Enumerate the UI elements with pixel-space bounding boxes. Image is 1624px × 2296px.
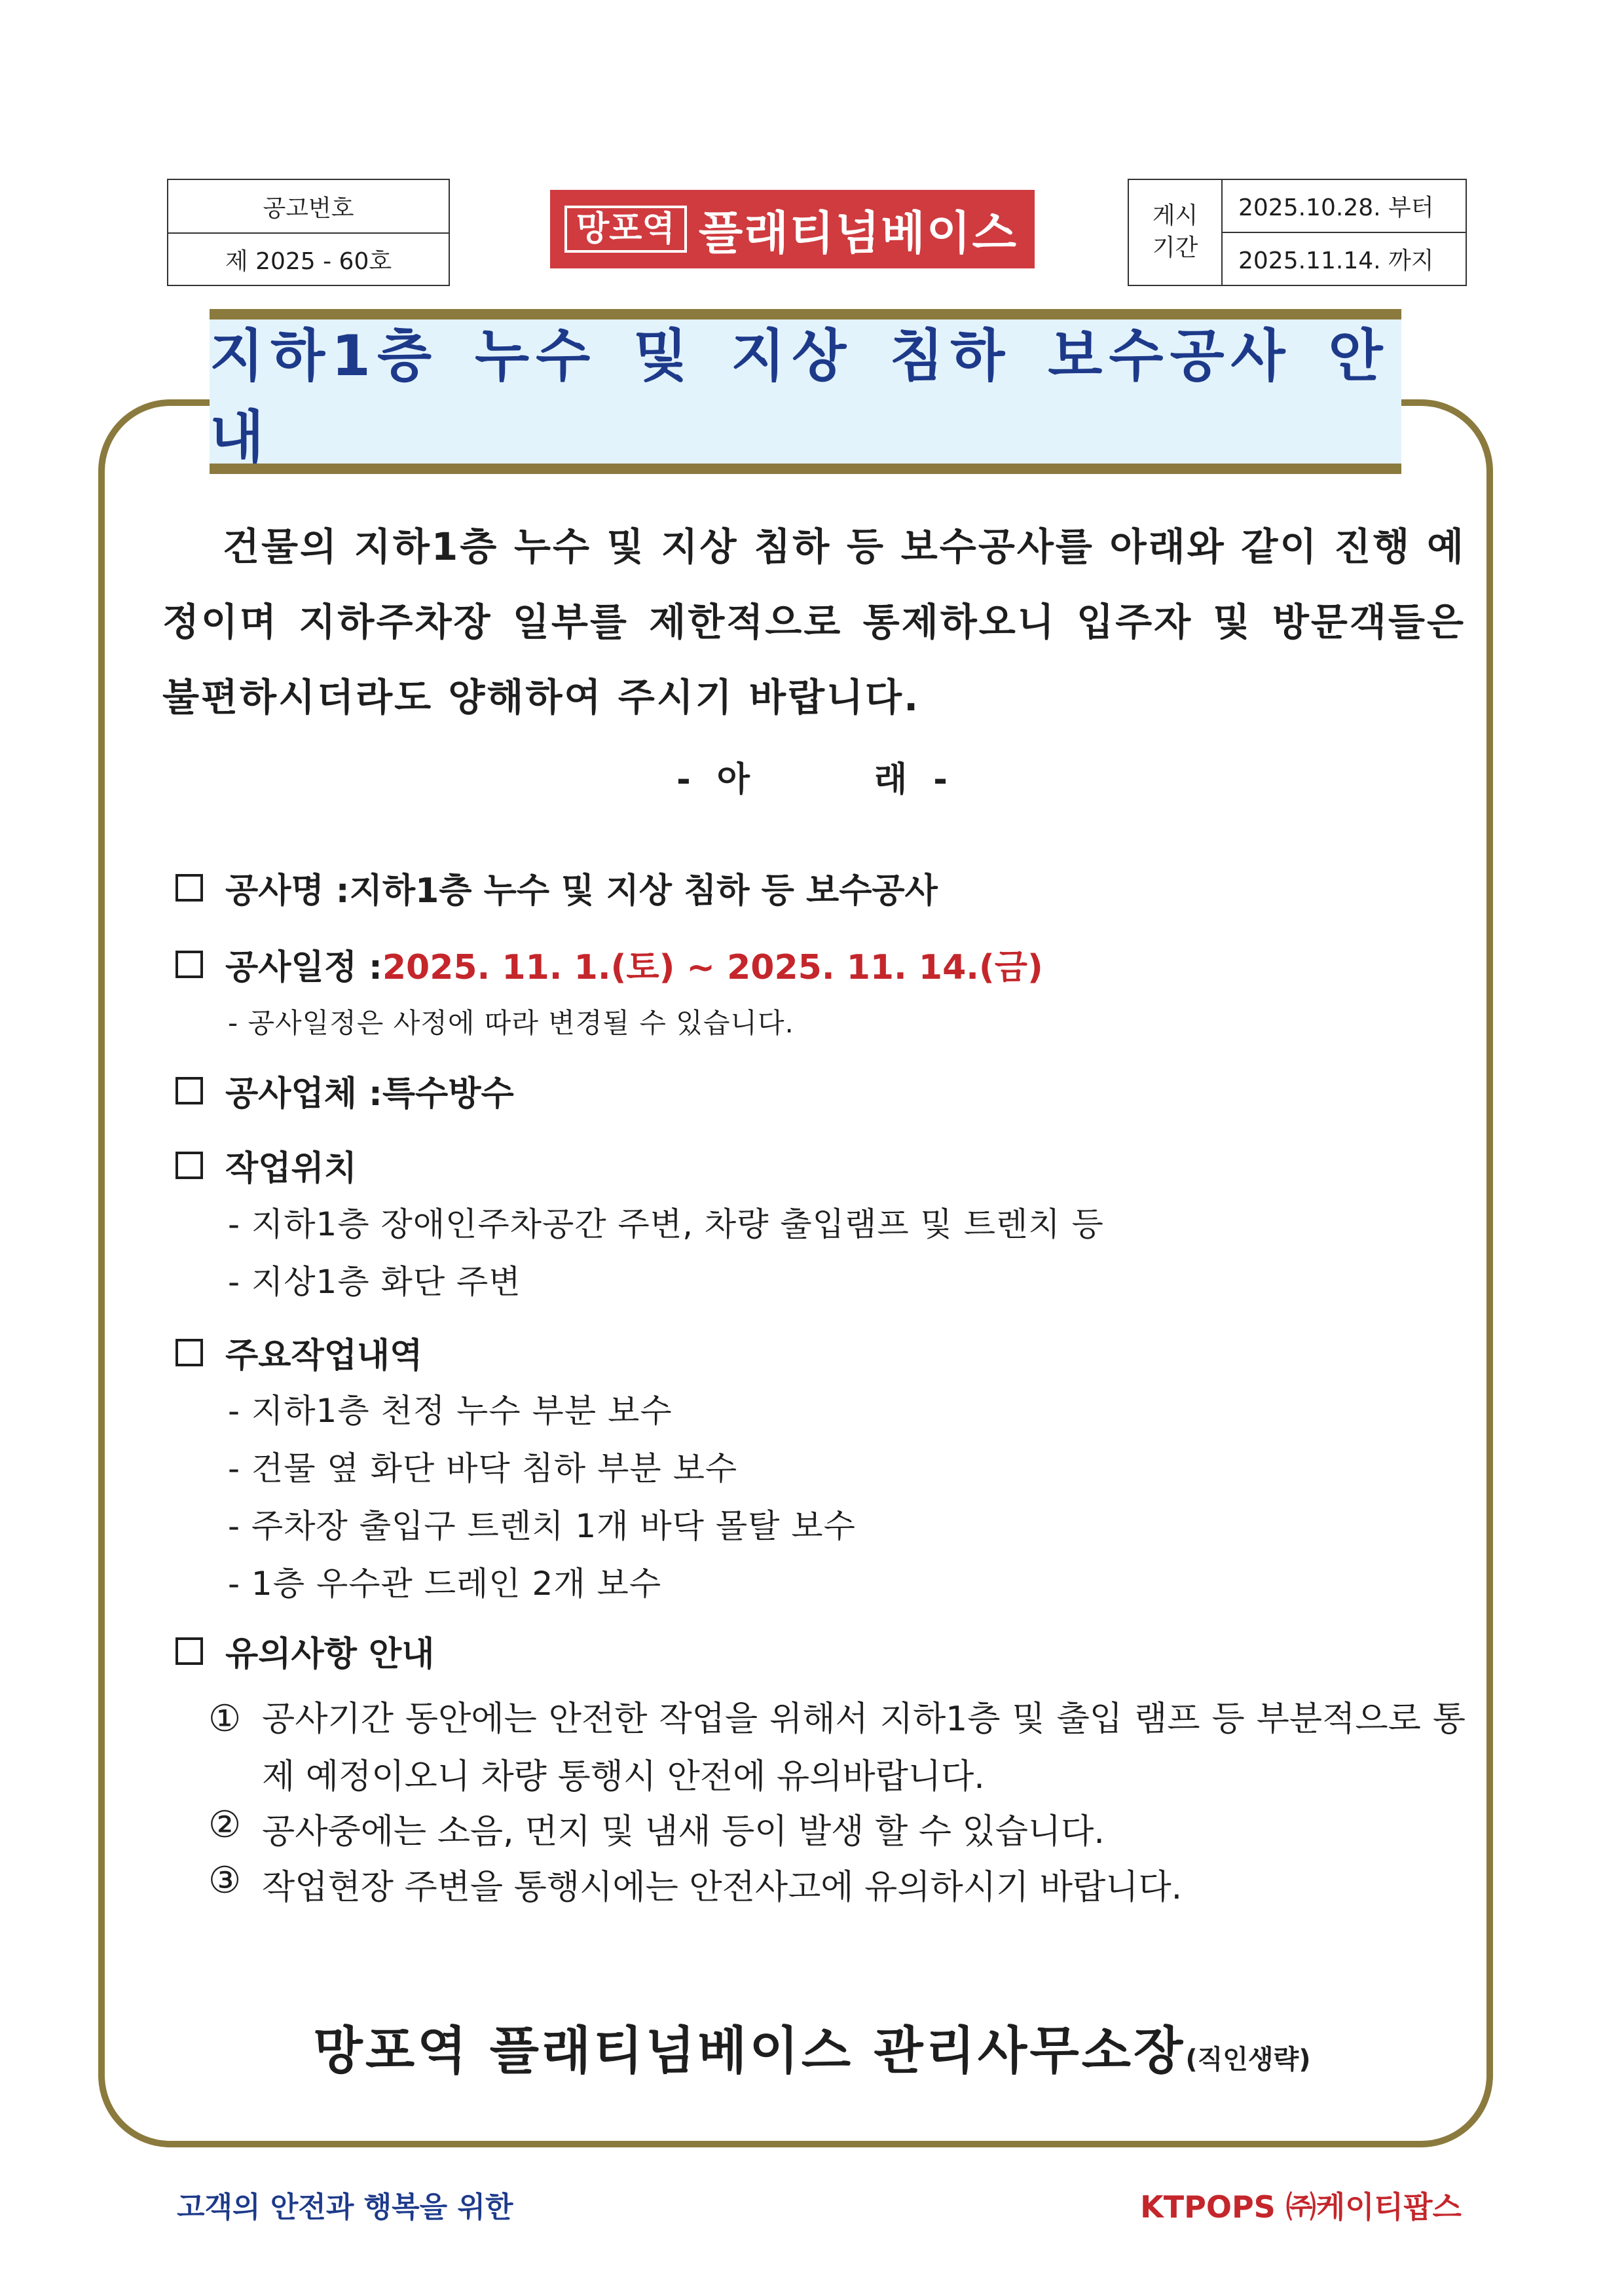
posting-period-from: 2025.10.28. 부터 — [1238, 194, 1434, 221]
posting-period-values — [1223, 180, 1466, 285]
brand-logo — [550, 190, 1035, 268]
caution-item — [208, 1690, 1466, 1806]
seal-omitted-note: (직인생략) — [1185, 2045, 1311, 2075]
checkbox-square-icon — [175, 874, 203, 902]
posting-period-to: 2025.11.14. 까지 — [1223, 232, 1466, 285]
checkbox-square-icon — [175, 1339, 203, 1366]
checkbox-square-icon — [175, 951, 203, 978]
below-heading-dash-right: - — [933, 760, 948, 799]
section-name — [175, 863, 938, 912]
footer-slogan: 고객의 안전과 행복을 위한 — [177, 2191, 513, 2224]
below-heading-dash-left: - — [676, 760, 691, 799]
section-caution-label: 유의사항 안내 — [225, 1635, 435, 1674]
posting-period-table — [1128, 179, 1467, 286]
caution-item — [208, 1804, 1105, 1853]
checkbox-square-icon — [175, 1077, 203, 1104]
section-contractor — [175, 1066, 514, 1115]
signature-line — [0, 2010, 1624, 2083]
section-schedule-label: 공사일정 : — [225, 948, 382, 987]
notice-number-table — [167, 179, 450, 286]
caution-number: ③ — [208, 1859, 242, 1902]
section-location — [175, 1140, 357, 1190]
notice-number-label: 공고번호 — [263, 194, 354, 222]
caution-number: ② — [208, 1804, 242, 1846]
work-item: - 1층 우수관 드레인 2개 보수 — [228, 1565, 662, 1603]
logo-station-name: 망포역 — [564, 206, 687, 253]
checkbox-square-icon — [175, 1637, 203, 1665]
logo-brand-name: 플래티넘베이스 — [698, 206, 1018, 260]
title-band — [210, 309, 1401, 474]
work-item: - 지하1층 천정 누수 부분 보수 — [228, 1392, 673, 1430]
section-name-label: 공사명 : — [225, 871, 350, 911]
below-heading-left: 아 — [716, 760, 750, 799]
caution-item — [208, 1859, 1182, 1908]
section-name-value: 지하1층 누수 및 지상 침하 등 보수공사 — [349, 871, 938, 911]
caution-text: 공사중에는 소음, 먼지 및 냄새 등이 발생 할 수 있습니다. — [262, 1812, 1105, 1851]
intro-paragraph: 건물의 지하1층 누수 및 지상 침하 등 보수공사를 아래와 같이 진행 예정이며 지하주차장 일부를 제한적으로 통제하오니 입주자 및 방문객들은 불편하시더라도 양해하여 주시기 바랍니다. — [162, 524, 1466, 720]
location-item: - 지하1층 장애인주차공간 주변, 차량 출입램프 및 트렌치 등 — [228, 1205, 1104, 1243]
caution-text: 작업현장 주변을 통행시에는 안전사고에 유의하시기 바랍니다. — [262, 1868, 1183, 1907]
posting-period-label-line1: 게시 — [1152, 202, 1198, 230]
work-item: - 건물 옆 화단 바닥 침하 부분 보수 — [228, 1449, 738, 1487]
section-contractor-value: 특수방수 — [382, 1074, 514, 1114]
posting-period-label-line2: 기간 — [1152, 234, 1198, 261]
posting-period-label — [1129, 180, 1223, 285]
section-schedule — [175, 939, 1043, 989]
page-title: 지하1층 누수 및 지상 침하 보수공사 안내 — [210, 323, 1390, 470]
checkbox-square-icon — [175, 1152, 203, 1179]
section-work — [175, 1328, 422, 1377]
work-item: - 주차장 출입구 트렌치 1개 바닥 몰탈 보수 — [228, 1507, 856, 1545]
section-location-label: 작업위치 — [225, 1149, 357, 1188]
footer-company: KTPOPS ㈜케이티팝스 — [1140, 2189, 1462, 2225]
below-heading — [0, 752, 1624, 801]
notice-number-value: 제 2025 - 60호 — [168, 232, 449, 285]
section-schedule-value: 2025. 11. 1.(토) ~ 2025. 11. 14.(금) — [382, 948, 1043, 987]
section-work-label: 주요작업내역 — [225, 1336, 423, 1376]
location-item: - 지상1층 화단 주변 — [228, 1263, 521, 1301]
section-caution — [175, 1626, 435, 1675]
signature-title: 망포역 플래티넘베이스 관리사무소장 — [313, 2022, 1186, 2081]
section-contractor-label: 공사업체 : — [225, 1074, 382, 1114]
caution-text: 공사기간 동안에는 안전한 작업을 위해서 지하1층 및 출입 램프 등 부분적으로 통제 예정이오니 차량 통행시 안전에 유의바랍니다. — [262, 1700, 1466, 1796]
schedule-note: - 공사일정은 사정에 따라 변경될 수 있습니다. — [228, 1007, 794, 1039]
caution-number: ① — [208, 1698, 242, 1740]
below-heading-right: 래 — [874, 760, 908, 799]
